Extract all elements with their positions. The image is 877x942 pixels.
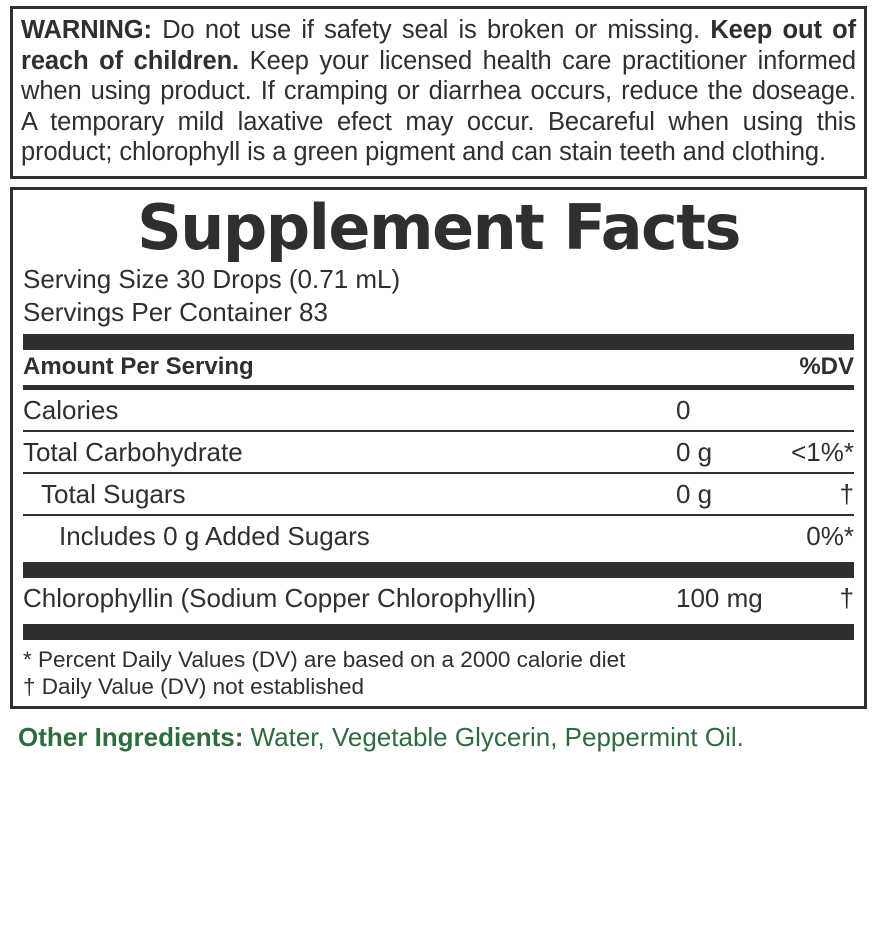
nutrient-dv: 0%* [806,520,854,551]
divider-thick-bottom [23,624,854,640]
serving-size-text: Serving Size 30 Drops (0.71 mL) [23,263,401,294]
nutrient-row-total-carbohydrate [23,432,854,472]
other-ingredients-value: Water, Vegetable Glycerin, Peppermint Oil. [243,721,744,752]
nutrient-row-chlorophyllin [23,578,854,618]
warning-panel [10,6,867,179]
warning-text [21,15,856,168]
warning-sentence-1: Do not use if safety seal is broken or missing. [151,16,711,44]
supplement-facts-panel [10,187,867,709]
warning-label: WARNING: [21,16,152,44]
amount-per-serving-header [23,350,854,385]
nutrient-name: Total Carbohydrate [23,436,243,467]
nutrient-dv: † [839,478,854,509]
nutrient-name: Includes 0 g Added Sugars [59,520,370,551]
nutrient-row-total-sugars [23,474,854,514]
nutrient-name: Calories [23,394,119,425]
percent-dv-label: %DV [799,352,854,380]
footnote-percent-dv: * Percent Daily Values (DV) are based on a 2000 calorie diet [23,646,626,672]
other-ingredients [18,721,859,753]
nutrient-amount: 0 [676,394,691,425]
nutrient-amount: 0 g [676,478,713,509]
nutrient-row-calories [23,390,854,430]
warning-sentence-2: Keep your licensed health care practitioner informed when using product. If cramping or diarrhea occurs, reduce the doseage. A temporary mild laxative efect may occur. Becareful when using this product; chlorophyll is a green pigment and can stain teeth and clothing. [21,46,856,166]
nutrient-dv: † [839,582,854,613]
servings-per-container-text: Servings Per Container 83 [23,296,328,327]
nutrient-name: Total Sugars [41,478,186,509]
other-ingredients-label: Other Ingredients: [18,721,244,752]
nutrient-amount: 100 mg [676,582,763,613]
divider-thick-middle [23,562,854,578]
nutrient-name: Chlorophyllin (Sodium Copper Chlorophyllin) [23,582,537,613]
supplement-facts-title: Supplement Facts [137,190,740,264]
nutrient-amount: 0 g [676,436,713,467]
footnote-daily-value: † Daily Value (DV) not established [23,673,365,699]
keep-out-of-reach-text: Keep out of reach of children. [21,16,857,75]
nutrient-row-added-sugars [23,516,854,556]
divider-thick-top [23,334,854,350]
amount-per-serving-label: Amount Per Serving [23,352,254,380]
nutrient-dv: <1%* [791,436,854,467]
